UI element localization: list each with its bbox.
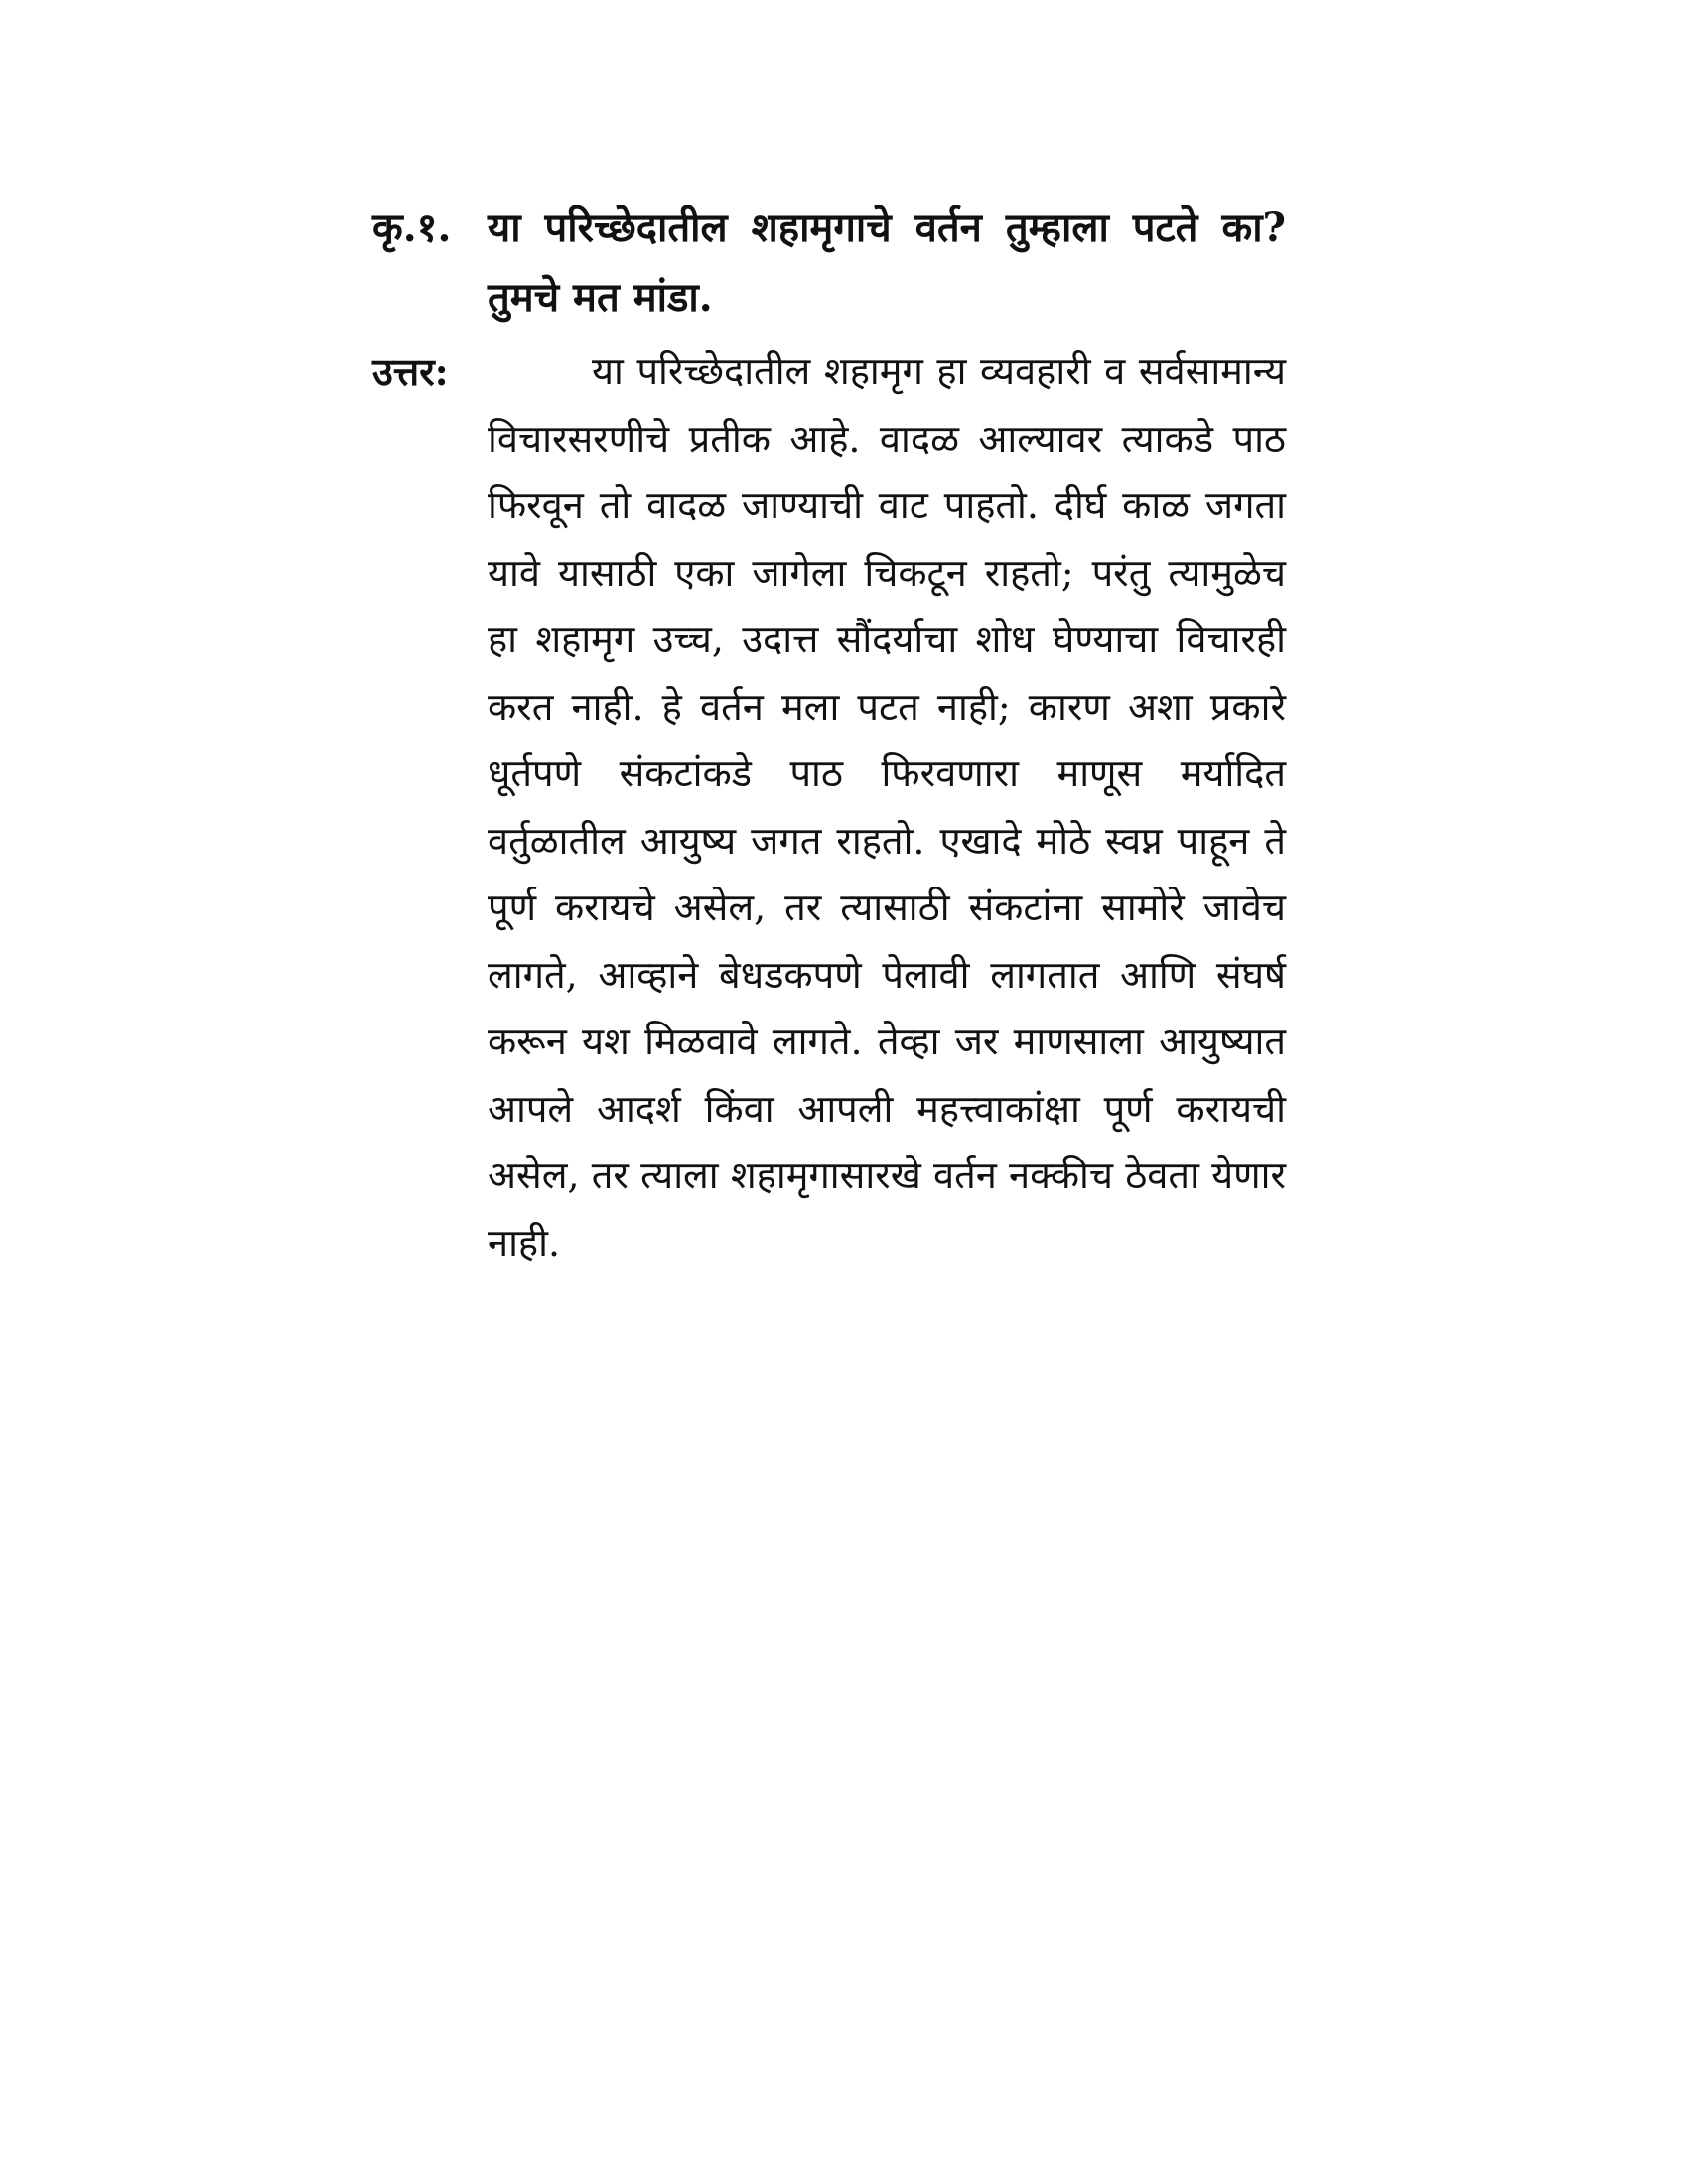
question-answer-block bbox=[372, 194, 1286, 1277]
answer-label: उत्तर: bbox=[372, 349, 449, 394]
answer-text: या परिच्छेदातील शहामृग हा व्यवहारी व सर्वसामान्य विचारसरणीचे प्रतीक आहे. वादळ आल्यावर त्याकडे पाठ फिरवून तो वादळ जाण्याची वाट पाहतो. दीर्घ काळ जगता यावे यासाठी एका जागेला चिकटून राहतो; परंतु त्यामुळेच हा शहामृग उच्च, उदात्त सौंदर्याचा शोध घेण्याचा विचारही करत नाही. हे वर्तन मला पटत नाही; कारण अशा प्रकारे धूर्तपणे संकटांकडे पाठ फिरवणारा माणूस मर्यादित वर्तुळातील आयुष्य जगत राहतो. एखादे मोठे स्वप्न पाहून ते पूर्ण करायचे असेल, तर त्यासाठी संकटांना सामोरे जावेच लागते, आव्हाने बेधडकपणे पेलावी लागतात आणि संघर्ष करून यश मिळवावे लागते. तेव्हा जर माणसाला आयुष्यात आपले आदर्श किंवा आपली महत्त्वाकांक्षा पूर्ण करायची असेल, तर त्याला शहामृगासारखे वर्तन नक्कीच ठेवता येणार नाही. bbox=[488, 349, 1286, 1265]
question-number: कृ.१. bbox=[372, 205, 452, 251]
question bbox=[372, 194, 1286, 333]
question-text: या परिच्छेदातील शहामृगाचे वर्तन तुम्हाला पटते का? तुमचे मत मांडा. bbox=[488, 205, 1286, 321]
answer bbox=[372, 339, 1286, 1277]
